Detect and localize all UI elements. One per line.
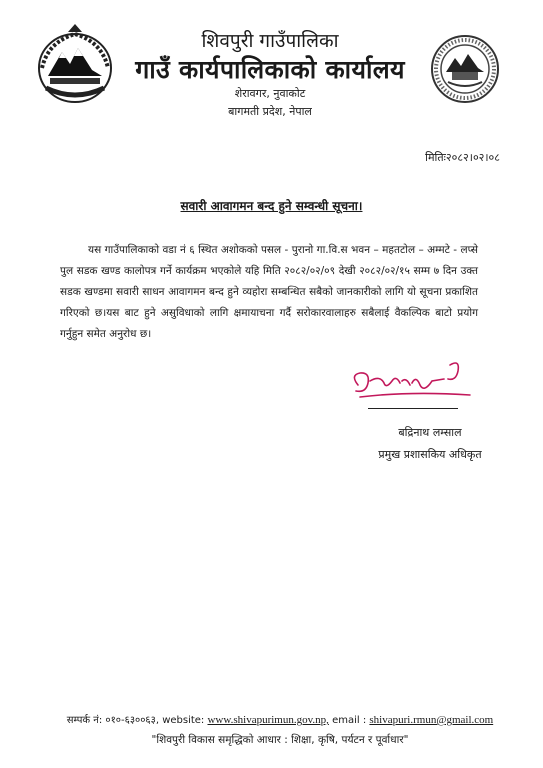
letterhead bbox=[0, 0, 543, 130]
email-link[interactable]: shivapuri.rmun@gmail.com bbox=[369, 714, 494, 726]
notice-subject: सवारी आवागमन बन्द हुने सम्वन्धी सूचना। bbox=[180, 199, 363, 213]
signature-line bbox=[368, 408, 458, 409]
municipality-seal-icon bbox=[430, 34, 500, 104]
signatory-title: प्रमुख प्रशासकिय अधिकृत bbox=[378, 448, 482, 461]
phone-label: सम्पर्क नं: bbox=[66, 715, 103, 726]
notice-date: मितिः२०८२।०२।०८ bbox=[425, 151, 500, 164]
office-location: शेरावगर, नुवाकोट bbox=[234, 87, 306, 100]
website-label: website: bbox=[162, 715, 205, 726]
footer-contact bbox=[60, 712, 500, 726]
office-name: गाउँ कार्यपालिकाको कार्यालय bbox=[135, 55, 405, 84]
nepal-emblem-icon bbox=[34, 24, 116, 106]
notice-body: यस गाउँपालिकाको वडा नं ६ स्थित अशोकको पसल - पुरानो गा.वि.स भवन – महतटोल – अम्मटे - लप्से पुल सडक खण्ड कालोपत्र गर्ने कार्यक्रम भएकोले यहि मिति २०८२/०२/०९ देखी २०८२/०२/१५ सम्म ७ दिन उक्त सडक खण्डमा सवारी साधन आवागमन बन्द हुने व्यहोरा सम्बन्धित सबैको जानकारीको लागि यो सूचना प्रकाशित गरिएको छ।यस बाट हुने असुविधाको लागि क्षमायाचना गर्दै सरोकारवालाहरु सबैलाई वैकल्पिक बाटो प्रयोग गर्नुहुन समेत अनुरोध छ। bbox=[60, 244, 478, 340]
signatory-name: बद्रिनाथ लम्साल bbox=[398, 426, 462, 439]
email-label: email : bbox=[332, 715, 367, 726]
municipality-name: शिवपुरी गाउँपालिका bbox=[201, 30, 339, 52]
footer-slogan: "शिवपुरी विकास समृद्धिको आधार : शिक्षा, कृषि, पर्यटन र पूर्वाधार" bbox=[151, 734, 409, 746]
phone-number: ०१०-६३००६३, bbox=[105, 715, 159, 726]
office-province: बागमती प्रदेश, नेपाल bbox=[228, 105, 312, 118]
signature-icon bbox=[340, 345, 490, 415]
website-link[interactable]: www.shivapurimun.gov.np, bbox=[207, 714, 329, 726]
